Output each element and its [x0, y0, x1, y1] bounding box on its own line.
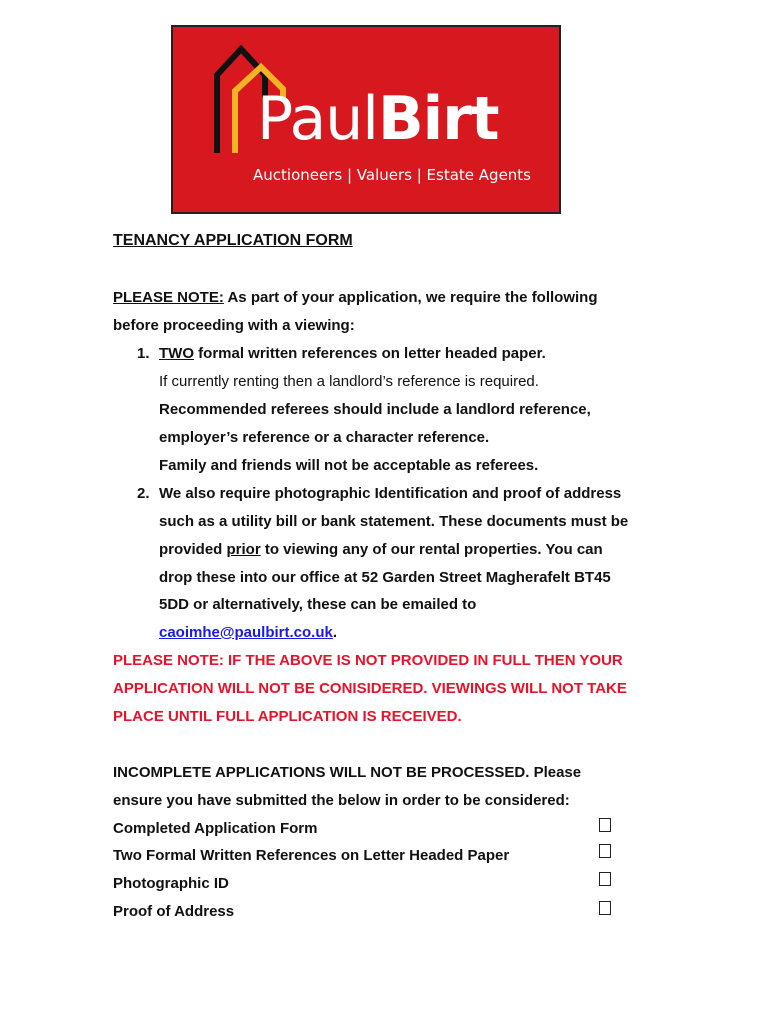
list-item-2-line-2: such as a utility bill or bank statement. These documents must be: [159, 513, 629, 530]
logo-wordmark: PaulBirt: [257, 84, 499, 154]
checklist-label: Two Formal Written References on Letter Headed Paper: [113, 847, 510, 864]
list-item-1-line-5: Family and friends will not be acceptable as referees.: [159, 457, 539, 474]
note-line-2: before proceeding with a viewing:: [113, 317, 355, 334]
company-logo: [171, 25, 561, 214]
email-line: caoimhe@paulbirt.co.uk.: [159, 624, 337, 641]
incomplete-line-2: ensure you have submitted the below in order to be considered:: [113, 792, 570, 809]
checklist-checkbox[interactable]: [599, 844, 611, 858]
checklist-checkbox[interactable]: [599, 872, 611, 886]
checklist-checkbox[interactable]: [599, 818, 611, 832]
warning-line-1: PLEASE NOTE: IF THE ABOVE IS NOT PROVIDED IN FULL THEN YOUR: [113, 652, 623, 669]
list-item-1-line-4: employer’s reference or a character reference.: [159, 429, 490, 446]
list-item-number: 2.: [137, 485, 150, 502]
page-title: TENANCY APPLICATION FORM: [113, 232, 353, 249]
logo-tagline: Auctioneers | Valuers | Estate Agents: [253, 166, 531, 184]
list-item-2-line-1: We also require photographic Identification and proof of address: [159, 485, 622, 502]
checklist-checkbox[interactable]: [599, 901, 611, 915]
checklist-label: Proof of Address: [113, 903, 235, 920]
email-link[interactable]: caoimhe@paulbirt.co.uk: [159, 624, 333, 641]
list-item-1-line-1: TWO formal written references on letter headed paper.: [159, 345, 546, 362]
list-item-1-line-3: Recommended referees should include a landlord reference,: [159, 401, 591, 418]
note-line-1: PLEASE NOTE: As part of your application, we require the following: [113, 289, 598, 306]
incomplete-line-1: INCOMPLETE APPLICATIONS WILL NOT BE PROCESSED. Please: [113, 764, 582, 781]
list-item-2-line-5: 5DD or alternatively, these can be emailed to: [159, 596, 477, 613]
list-item-number: 1.: [137, 345, 150, 362]
warning-line-3: PLACE UNTIL FULL APPLICATION IS RECEIVED.: [113, 708, 462, 725]
checklist-label: Photographic ID: [113, 875, 229, 892]
note-label: PLEASE NOTE:: [113, 289, 224, 306]
warning-line-2: APPLICATION WILL NOT BE CONISIDERED. VIEWINGS WILL NOT TAKE: [113, 680, 627, 697]
list-item-1-line-2: If currently renting then a landlord’s reference is required.: [159, 373, 539, 390]
checklist-label: Completed Application Form: [113, 820, 318, 837]
list-item-2-line-3: provided prior to viewing any of our rental properties. You can: [159, 541, 603, 558]
list-item-2-line-4: drop these into our office at 52 Garden Street Magherafelt BT45: [159, 569, 611, 586]
